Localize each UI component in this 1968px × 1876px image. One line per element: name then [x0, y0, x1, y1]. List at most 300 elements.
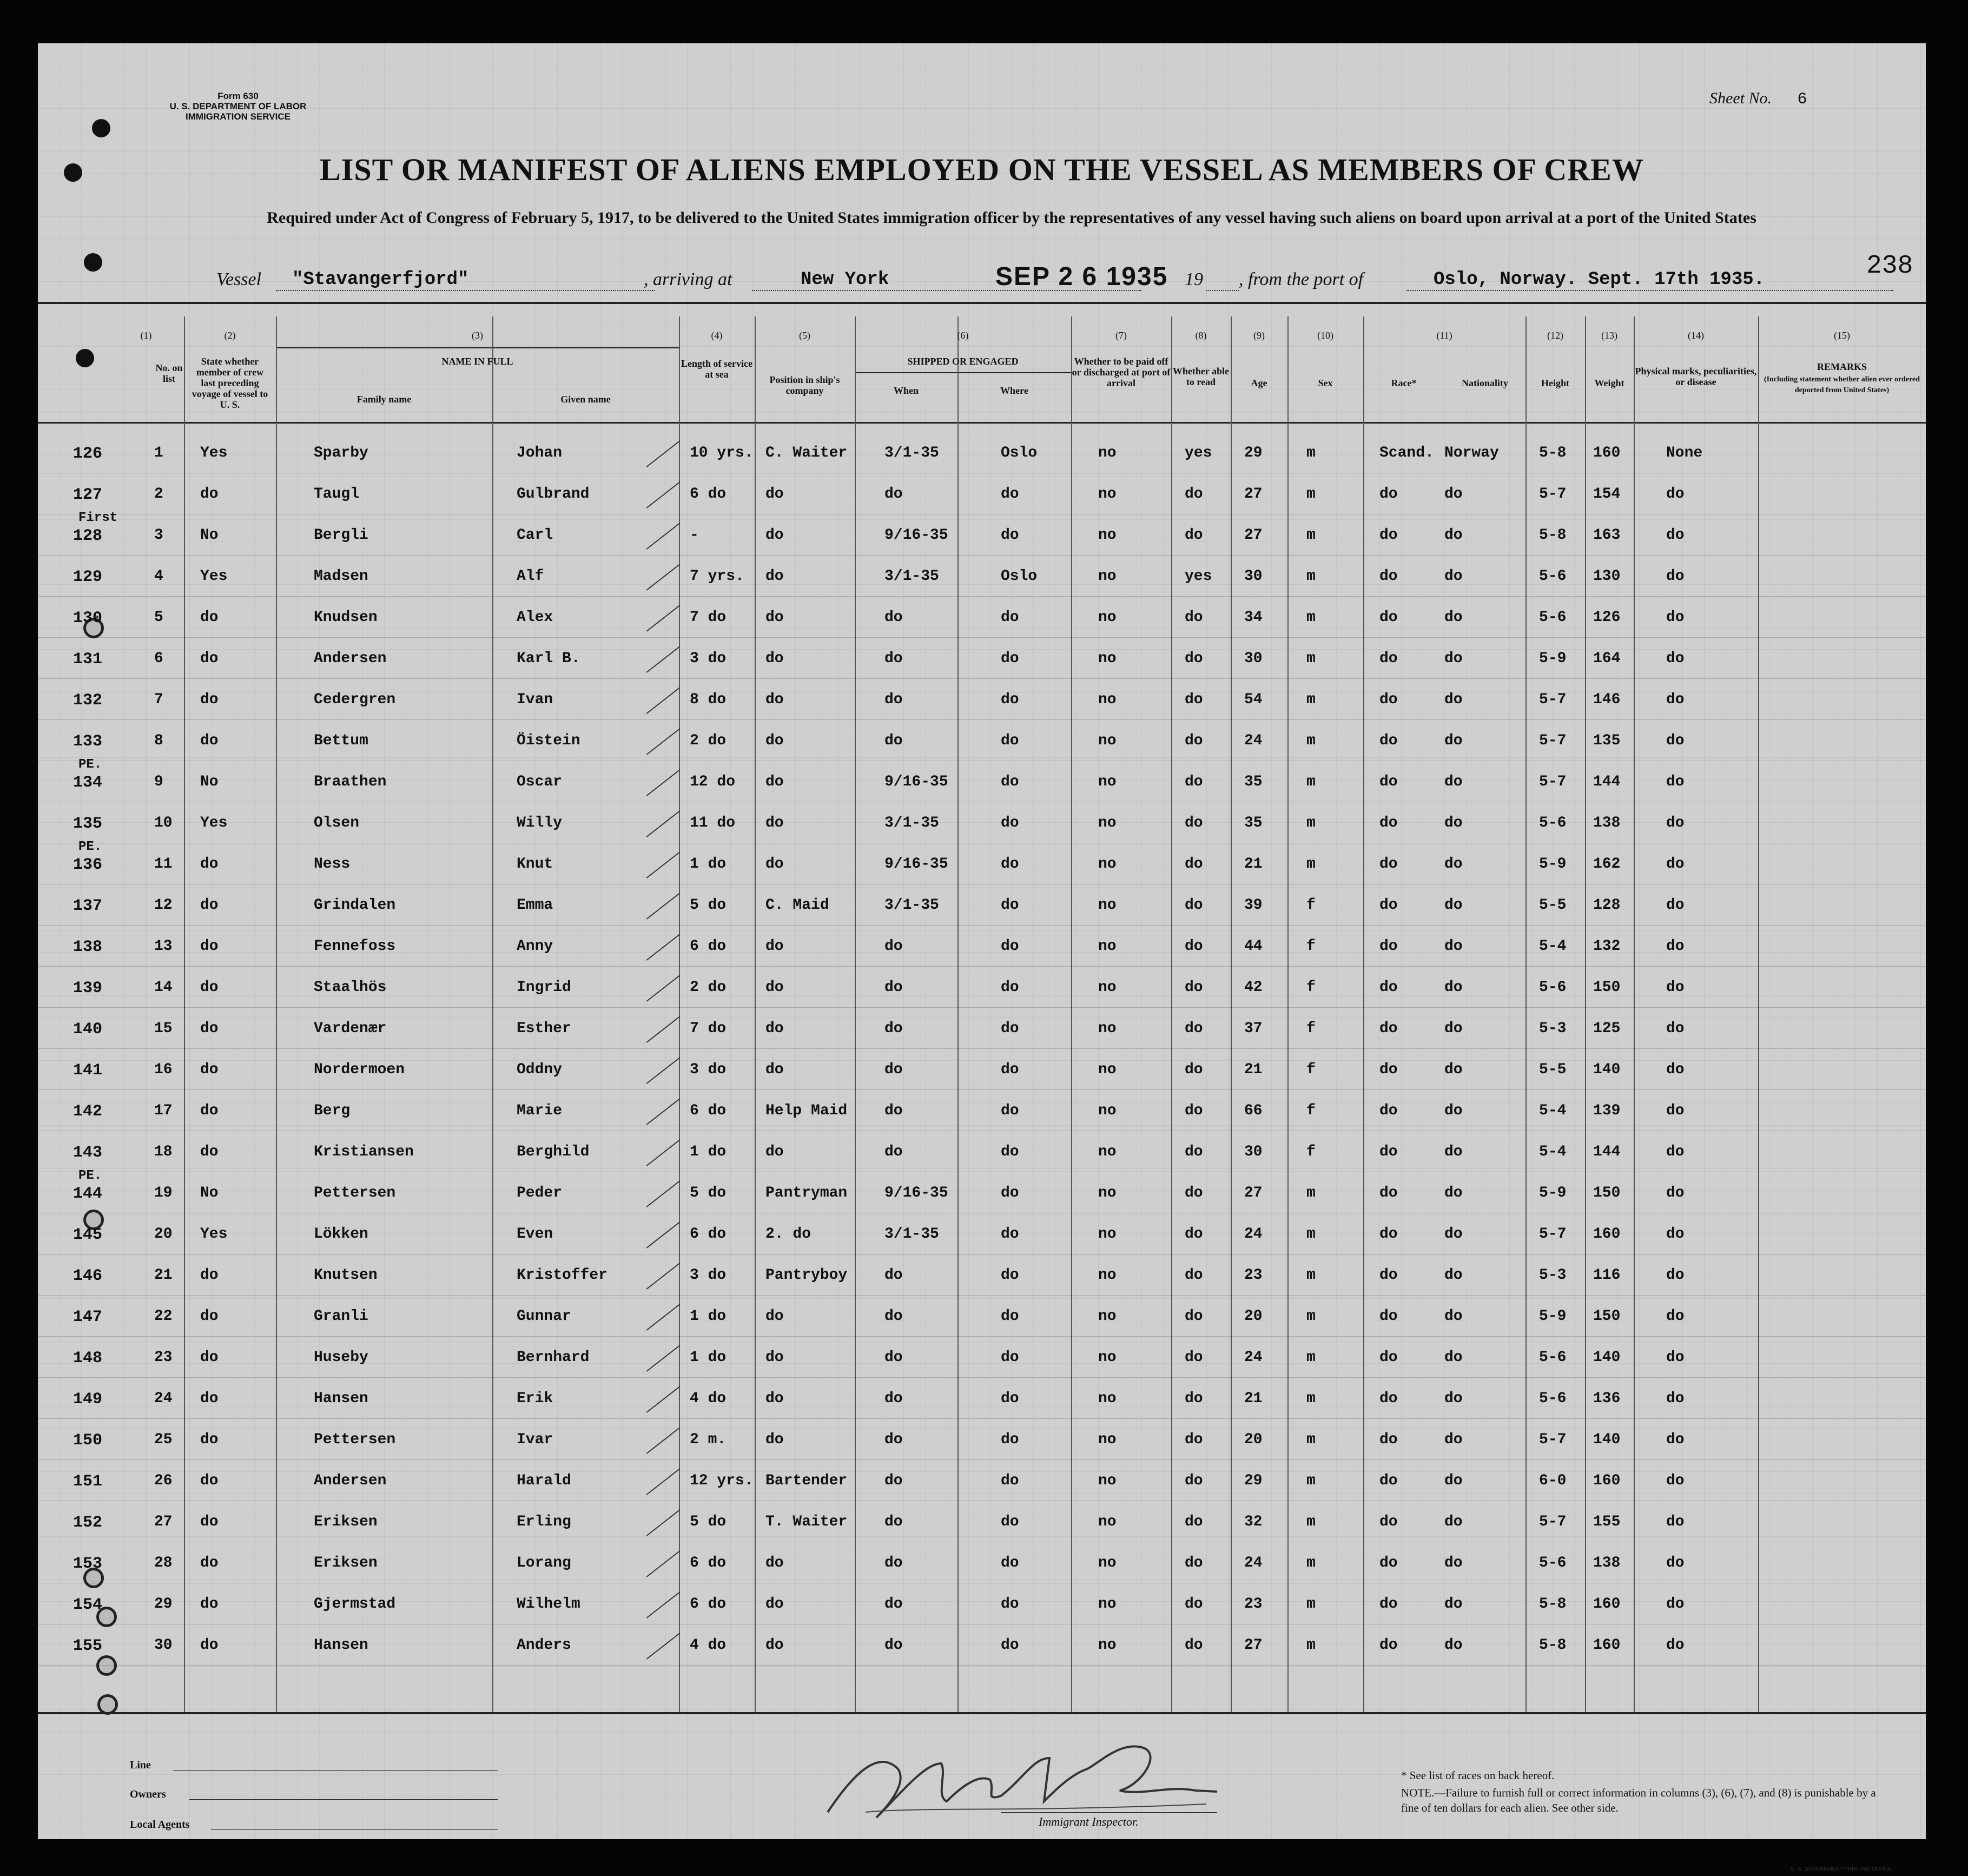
row-rule [38, 1418, 1926, 1419]
column-divider [1525, 316, 1527, 1712]
row-number: 16 [154, 1061, 173, 1078]
row-shipped-when: do [884, 1020, 903, 1037]
column-header-position: Position in ship's company [769, 374, 840, 396]
row-previous-voyage: Yes [200, 445, 228, 461]
row-able-to-read: do [1185, 979, 1203, 996]
row-height: 5-4 [1539, 1144, 1567, 1160]
row-paid-off: no [1098, 1308, 1117, 1325]
form-identifier [130, 91, 346, 122]
column-header-family: Family name [356, 394, 412, 405]
row-nationality: do [1444, 691, 1463, 708]
sheet-number-label: Sheet No. [1709, 89, 1772, 107]
row-previous-voyage: do [200, 1061, 219, 1078]
column-header-service: Length of service at sea [681, 358, 752, 380]
column-number: (3) [472, 330, 483, 341]
row-physical-marks: do [1666, 774, 1685, 790]
row-height: 5-7 [1539, 774, 1567, 790]
row-physical-marks: do [1666, 1596, 1685, 1613]
owners-label: Owners [130, 1788, 166, 1800]
row-shipped-when: do [884, 1637, 903, 1654]
row-paid-off: no [1098, 1267, 1117, 1284]
row-shipped-when: 3/1-35 [884, 445, 939, 461]
row-able-to-read: do [1185, 897, 1203, 914]
row-service-length: 1 do [690, 1144, 727, 1160]
row-race: do [1379, 1431, 1398, 1448]
row-service-length: 8 do [690, 691, 727, 708]
column-header-when: When [893, 385, 919, 396]
column-divider [855, 316, 856, 1712]
row-position: do [765, 527, 784, 544]
column-number: (11) [1436, 330, 1452, 341]
column-header-weight: Weight [1594, 378, 1624, 388]
row-position: T. Waiter [765, 1514, 848, 1530]
sheet-number-value: 6 [1797, 90, 1807, 109]
row-physical-marks: do [1666, 1637, 1685, 1654]
row-list-number: 126 [73, 445, 103, 463]
row-given-name: Anny [517, 938, 553, 955]
row-height: 5-3 [1539, 1020, 1567, 1037]
row-previous-voyage: do [200, 1472, 219, 1489]
row-rule [38, 555, 1926, 556]
row-shipped-where: do [1001, 609, 1019, 626]
row-position: do [765, 691, 784, 708]
check-mark [646, 440, 681, 467]
column-number: (7) [1115, 330, 1127, 341]
row-physical-marks: do [1666, 897, 1685, 914]
vessel-label: Vessel [216, 269, 262, 289]
row-shipped-where: do [1001, 1226, 1019, 1243]
row-service-length: 1 do [690, 1349, 727, 1366]
row-weight: 140 [1593, 1061, 1621, 1078]
row-given-name: Alf [517, 568, 544, 585]
arriving-label: , arriving at [644, 269, 732, 289]
row-shipped-where: do [1001, 1431, 1019, 1448]
row-age: 30 [1244, 650, 1263, 667]
row-race: do [1379, 1637, 1398, 1654]
row-paid-off: no [1098, 691, 1117, 708]
row-family-name: Fennefoss [314, 938, 396, 955]
row-height: 5-9 [1539, 1185, 1567, 1201]
row-number: 14 [154, 979, 173, 996]
row-age: 35 [1244, 815, 1263, 831]
check-mark [646, 1509, 681, 1536]
row-service-length: 3 do [690, 650, 727, 667]
row-previous-voyage: Yes [200, 815, 228, 831]
row-able-to-read: do [1185, 1226, 1203, 1243]
check-mark [646, 1263, 681, 1290]
row-shipped-when: do [884, 1144, 903, 1160]
row-list-number: 141 [73, 1061, 103, 1080]
row-paid-off: no [1098, 650, 1117, 667]
departure-port: Oslo, Norway. Sept. 17th 1935. [1434, 269, 1765, 290]
row-physical-marks: do [1666, 609, 1685, 626]
row-paid-off: no [1098, 1349, 1117, 1366]
row-family-name: Granli [314, 1308, 368, 1325]
row-sex: m [1306, 527, 1316, 544]
name-subheader-rule [276, 347, 679, 348]
row-sex: m [1306, 1226, 1316, 1243]
row-list-number: 140 [73, 1020, 103, 1039]
row-list-number: 137 [73, 897, 103, 915]
row-age: 37 [1244, 1020, 1263, 1037]
row-position: do [765, 486, 784, 503]
row-number: 7 [154, 691, 163, 708]
row-service-length: 6 do [690, 1596, 727, 1613]
row-weight: 136 [1593, 1390, 1621, 1407]
row-position: C. Maid [765, 897, 829, 914]
row-previous-voyage: do [200, 1390, 219, 1407]
row-previous-voyage: do [200, 1308, 219, 1325]
row-position: do [765, 815, 784, 831]
binder-ring [96, 1655, 117, 1676]
row-previous-voyage: do [200, 1267, 219, 1284]
row-rule [38, 1665, 1926, 1666]
row-age: 29 [1244, 445, 1263, 461]
row-sex: m [1306, 774, 1316, 790]
column-header-remarks: REMARKS [1817, 361, 1867, 372]
row-family-name: Pettersen [314, 1431, 396, 1448]
row-number: 12 [154, 897, 173, 914]
row-paid-off: no [1098, 1226, 1117, 1243]
row-service-length: 5 do [690, 1514, 727, 1530]
row-family-name: Berg [314, 1102, 351, 1119]
check-mark [646, 1468, 681, 1495]
row-height: 5-7 [1539, 1431, 1567, 1448]
row-able-to-read: do [1185, 774, 1203, 790]
row-service-length: 2 m. [690, 1431, 727, 1448]
column-header-read: Whether able to read [1172, 366, 1230, 387]
row-list-number: 155 [73, 1637, 103, 1655]
row-given-name: Gunnar [517, 1308, 571, 1325]
row-sex: f [1306, 979, 1316, 996]
row-weight: 155 [1593, 1514, 1621, 1530]
row-paid-off: no [1098, 486, 1117, 503]
row-race: do [1379, 1390, 1398, 1407]
form-number: Form 630 [217, 91, 259, 101]
row-physical-marks: do [1666, 1061, 1685, 1078]
row-race: do [1379, 568, 1398, 585]
row-rule [38, 1007, 1926, 1008]
row-able-to-read: do [1185, 1596, 1203, 1613]
row-age: 29 [1244, 1472, 1263, 1489]
row-rule [38, 1336, 1926, 1337]
row-given-name: Karl B. [517, 650, 580, 667]
row-nationality: do [1444, 650, 1463, 667]
row-able-to-read: do [1185, 691, 1203, 708]
row-paid-off: no [1098, 1472, 1117, 1489]
row-paid-off: no [1098, 1514, 1117, 1530]
row-shipped-when: do [884, 1267, 903, 1284]
row-given-name: Erik [517, 1390, 553, 1407]
row-weight: 163 [1593, 527, 1621, 544]
row-paid-off: no [1098, 1390, 1117, 1407]
check-mark [646, 1304, 681, 1331]
row-number: 2 [154, 486, 163, 503]
printer-imprint: U. S. GOVERNMENT PRINTING OFFICE [1791, 1866, 1892, 1872]
row-shipped-where: do [1001, 1308, 1019, 1325]
row-list-number: 139 [73, 979, 103, 998]
row-sex: f [1306, 1102, 1316, 1119]
row-number: 13 [154, 938, 173, 955]
row-height: 5-5 [1539, 1061, 1567, 1078]
row-family-name: Staalhös [314, 979, 387, 996]
row-paid-off: no [1098, 445, 1117, 461]
row-service-length: 2 do [690, 979, 727, 996]
row-weight: 150 [1593, 1185, 1621, 1201]
row-nationality: do [1444, 1308, 1463, 1325]
row-family-name: Huseby [314, 1349, 368, 1366]
row-paid-off: no [1098, 1596, 1117, 1613]
row-able-to-read: do [1185, 527, 1203, 544]
row-position: do [765, 732, 784, 749]
row-service-length: 1 do [690, 1308, 727, 1325]
row-given-name: Gulbrand [517, 486, 590, 503]
row-list-prefix: PE. [78, 840, 102, 854]
row-age: 54 [1244, 691, 1263, 708]
row-physical-marks: do [1666, 486, 1685, 503]
row-weight: 116 [1593, 1267, 1621, 1284]
row-height: 5-8 [1539, 445, 1567, 461]
row-service-length: 4 do [690, 1390, 727, 1407]
row-race: do [1379, 1020, 1398, 1037]
row-able-to-read: do [1185, 1185, 1203, 1201]
row-shipped-when: 3/1-35 [884, 897, 939, 914]
row-nationality: do [1444, 1226, 1463, 1243]
row-paid-off: no [1098, 1637, 1117, 1654]
row-race: do [1379, 1596, 1398, 1613]
row-family-name: Hansen [314, 1390, 368, 1407]
row-position: do [765, 856, 784, 873]
row-position: do [765, 1596, 784, 1613]
row-shipped-where: Oslo [1001, 445, 1038, 461]
row-family-name: Eriksen [314, 1514, 378, 1530]
row-age: 34 [1244, 609, 1263, 626]
row-physical-marks: do [1666, 650, 1685, 667]
row-paid-off: no [1098, 732, 1117, 749]
row-list-prefix: First [78, 511, 118, 525]
row-shipped-where: Oslo [1001, 568, 1038, 585]
row-age: 32 [1244, 1514, 1263, 1530]
row-shipped-where: do [1001, 1102, 1019, 1119]
row-able-to-read: do [1185, 650, 1203, 667]
row-sex: m [1306, 1514, 1316, 1530]
row-physical-marks: None [1666, 445, 1703, 461]
row-age: 66 [1244, 1102, 1263, 1119]
row-height: 5-6 [1539, 1349, 1567, 1366]
row-nationality: do [1444, 1102, 1463, 1119]
row-paid-off: no [1098, 897, 1117, 914]
check-mark [646, 1345, 681, 1372]
row-service-length: 6 do [690, 1555, 727, 1571]
row-family-name: Vardenær [314, 1020, 387, 1037]
penalty-note: NOTE.—Failure to furnish full or correct information in columns (3), (6), (7), and (8) is punishable by a fine of ten dollars for each alien. See other side. [1401, 1786, 1876, 1814]
row-previous-voyage: Yes [200, 1226, 228, 1243]
column-number: (1) [140, 330, 152, 341]
row-previous-voyage: No [200, 1185, 219, 1201]
column-divider [1287, 316, 1289, 1712]
row-position: do [765, 1390, 784, 1407]
row-family-name: Lökken [314, 1226, 368, 1243]
row-shipped-when: do [884, 1061, 903, 1078]
row-height: 5-9 [1539, 1308, 1567, 1325]
column-number: (12) [1547, 330, 1563, 341]
row-race: do [1379, 732, 1398, 749]
row-shipped-where: do [1001, 1061, 1019, 1078]
column-number: (5) [799, 330, 810, 341]
row-given-name: Carl [517, 527, 553, 544]
row-family-name: Andersen [314, 1472, 387, 1489]
row-age: 27 [1244, 527, 1263, 544]
row-height: 5-9 [1539, 856, 1567, 873]
row-list-number: 129 [73, 568, 103, 586]
row-age: 20 [1244, 1431, 1263, 1448]
row-family-name: Hansen [314, 1637, 368, 1654]
column-divider [1171, 316, 1172, 1712]
row-shipped-where: do [1001, 1596, 1019, 1613]
row-height: 5-7 [1539, 691, 1567, 708]
row-service-length: 5 do [690, 1185, 727, 1201]
row-given-name: Erling [517, 1514, 571, 1530]
row-race: do [1379, 1226, 1398, 1243]
row-rule [38, 678, 1926, 679]
row-height: 5-7 [1539, 486, 1567, 503]
row-list-number: 153 [73, 1555, 103, 1573]
row-shipped-when: do [884, 1102, 903, 1119]
row-shipped-where: do [1001, 732, 1019, 749]
row-nationality: do [1444, 527, 1463, 544]
row-race: do [1379, 1185, 1398, 1201]
inspector-signature [817, 1731, 1228, 1834]
row-list-prefix: PE. [78, 1168, 102, 1183]
check-mark [646, 1098, 681, 1125]
row-shipped-where: do [1001, 1267, 1019, 1284]
row-family-name: Grindalen [314, 897, 396, 914]
row-number: 6 [154, 650, 163, 667]
row-height: 5-8 [1539, 1596, 1567, 1613]
check-mark [646, 1139, 681, 1166]
row-race: do [1379, 1555, 1398, 1571]
row-list-number: 152 [73, 1514, 103, 1532]
row-age: 27 [1244, 1185, 1263, 1201]
row-paid-off: no [1098, 815, 1117, 831]
row-physical-marks: do [1666, 1020, 1685, 1037]
row-shipped-where: do [1001, 1514, 1019, 1530]
row-given-name: Ingrid [517, 979, 571, 996]
row-shipped-where: do [1001, 774, 1019, 790]
row-weight: 160 [1593, 1596, 1621, 1613]
row-shipped-when: do [884, 486, 903, 503]
row-service-length: 6 do [690, 938, 727, 955]
row-position: do [765, 1637, 784, 1654]
row-race: do [1379, 1061, 1398, 1078]
row-able-to-read: do [1185, 1308, 1203, 1325]
row-family-name: Sparby [314, 445, 368, 461]
row-previous-voyage: do [200, 650, 219, 667]
row-weight: 164 [1593, 650, 1621, 667]
row-list-number: 154 [73, 1596, 103, 1614]
row-height: 5-6 [1539, 609, 1567, 626]
row-nationality: do [1444, 856, 1463, 873]
row-given-name: Esther [517, 1020, 571, 1037]
row-able-to-read: do [1185, 1349, 1203, 1366]
row-previous-voyage: do [200, 691, 219, 708]
row-position: do [765, 1308, 784, 1325]
column-header-state: State whether member of crew last preceding voyage of vessel to U. S. [191, 356, 268, 410]
row-paid-off: no [1098, 609, 1117, 626]
row-height: 5-7 [1539, 1226, 1567, 1243]
row-service-length: 10 yrs. [690, 445, 754, 461]
check-mark [646, 564, 681, 591]
row-weight: 130 [1593, 568, 1621, 585]
row-nationality: do [1444, 1020, 1463, 1037]
row-given-name: Wilhelm [517, 1596, 580, 1613]
row-previous-voyage: do [200, 1514, 219, 1530]
page-number: 238 [1866, 252, 1913, 281]
row-previous-voyage: do [200, 1596, 219, 1613]
row-family-name: Madsen [314, 568, 368, 585]
row-number: 19 [154, 1185, 173, 1201]
row-rule [38, 719, 1926, 720]
check-mark [646, 605, 681, 632]
column-header-age: Age [1251, 378, 1267, 388]
service-name: IMMIGRATION SERVICE [186, 111, 290, 122]
row-sex: m [1306, 1267, 1316, 1284]
row-shipped-where: do [1001, 650, 1019, 667]
row-sex: m [1306, 732, 1316, 749]
row-shipped-where: do [1001, 1144, 1019, 1160]
row-sex: m [1306, 856, 1316, 873]
check-mark [646, 1633, 681, 1660]
row-service-length: 6 do [690, 1226, 727, 1243]
row-list-number: 135 [73, 815, 103, 833]
column-divider [184, 316, 185, 1712]
row-number: 24 [154, 1390, 173, 1407]
row-age: 21 [1244, 1061, 1263, 1078]
row-age: 24 [1244, 1226, 1263, 1243]
row-age: 23 [1244, 1267, 1263, 1284]
row-sex: m [1306, 1185, 1316, 1201]
row-number: 27 [154, 1514, 173, 1530]
row-position: C. Waiter [765, 445, 848, 461]
row-sex: f [1306, 897, 1316, 914]
row-nationality: do [1444, 1061, 1463, 1078]
column-number: (6) [957, 330, 969, 341]
row-position: Bartender [765, 1472, 848, 1489]
row-service-length: 4 do [690, 1637, 727, 1654]
check-mark [646, 1180, 681, 1207]
check-mark [646, 893, 681, 920]
arrival-date-stamp: SEP 2 6 1935 [995, 262, 1168, 291]
row-shipped-when: do [884, 609, 903, 626]
row-able-to-read: do [1185, 1020, 1203, 1037]
check-mark [646, 769, 681, 796]
column-number: (14) [1688, 330, 1704, 341]
row-sex: f [1306, 1061, 1316, 1078]
row-family-name: Olsen [314, 815, 360, 831]
check-mark [646, 1016, 681, 1043]
row-number: 21 [154, 1267, 173, 1284]
row-paid-off: no [1098, 1061, 1117, 1078]
row-weight: 160 [1593, 1472, 1621, 1489]
row-given-name: Lorang [517, 1555, 571, 1571]
check-mark [646, 687, 681, 714]
row-family-name: Bettum [314, 732, 368, 749]
page-subtitle: Required under Act of Congress of February 5, 1917, to be delivered to the United States immigration officer by the representatives of any vessel having such aliens on board upon arrival at a port of the United States [267, 209, 1756, 227]
column-header-race: Race* [1391, 378, 1417, 388]
row-weight: 139 [1593, 1102, 1621, 1119]
row-list-number: 148 [73, 1349, 103, 1368]
row-nationality: do [1444, 815, 1463, 831]
